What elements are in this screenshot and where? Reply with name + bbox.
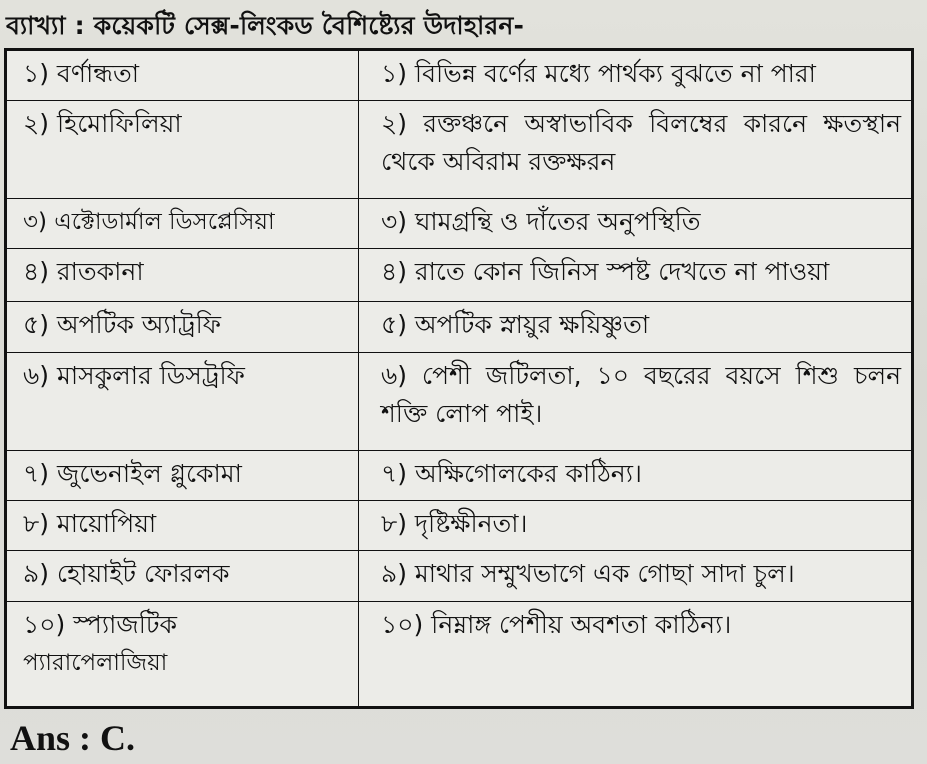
table-row xyxy=(7,199,912,249)
trait-cell xyxy=(7,602,359,707)
description-cell: ১) বিভিন্ন বর্ণের মধ্যে পার্থক্য বুঝতে না পারা xyxy=(359,51,912,101)
description-cell: ৯) মাথার সম্মুখভাগে এক গোছা সাদা চুল। xyxy=(359,551,912,602)
explanation-heading: ব্যাখ্যা : কয়েকটি সেক্স-লিংকড বৈশিষ্ট্যের উদাহারন- xyxy=(6,11,525,40)
description-cell: ৭) অক্ষিগোলকের কাঠিন্য। xyxy=(359,451,912,501)
trait-line-2: প্যারাপেলাজিয়া xyxy=(23,650,168,676)
table-row xyxy=(7,602,912,707)
trait-cell: ৪) রাতকানা xyxy=(7,249,359,302)
trait-cell: ৬) মাসকুলার ডিসট্রফি xyxy=(7,353,359,451)
description-cell: ৮) দৃষ্টিক্ষীনতা। xyxy=(359,501,912,551)
trait-cell: ১) বর্ণান্ধতা xyxy=(7,51,359,101)
description-cell: ৪) রাতে কোন জিনিস স্পষ্ট দেখতে না পাওয়া xyxy=(359,249,912,302)
table-row xyxy=(7,51,912,101)
description-cell: ৬) পেশী জটিলতা, ১০ বছরের বয়সে শিশু চলন শক্তি লোপ পাই। xyxy=(359,353,912,451)
table-row xyxy=(7,551,912,602)
trait-cell: ৯) হোয়াইট ফোরলক xyxy=(7,551,359,602)
trait-cell: ২) হিমোফিলিয়া xyxy=(7,101,359,199)
table-row xyxy=(7,451,912,501)
trait-cell: ৮) মায়োপিয়া xyxy=(7,501,359,551)
trait-cell: ৭) জুভেনাইল গ্লুকোমা xyxy=(7,451,359,501)
table-row xyxy=(7,353,912,451)
sex-linked-traits-table xyxy=(4,48,914,709)
trait-cell: ৫) অপটিক অ্যাট্রফি xyxy=(7,302,359,353)
description-cell: ৫) অপটিক স্নায়ুর ক্ষয়িষ্ণুতা xyxy=(359,302,912,353)
description-cell: ২) রক্তঞ্চনে অস্বাভাবিক বিলম্বের কারনে ক্ষতস্থান থেকে অবিরাম রক্তক্ষরন xyxy=(359,101,912,199)
table-row xyxy=(7,302,912,353)
description-cell: ৩) ঘামগ্রন্থি ও দাঁতের অনুপস্থিতি xyxy=(359,199,912,249)
answer-label: Ans : C. xyxy=(10,718,136,758)
table-row xyxy=(7,249,912,302)
description-cell: ১০) নিম্নাঙ্গ পেশীয় অবশতা কাঠিন্য। xyxy=(359,602,912,707)
table-row xyxy=(7,501,912,551)
trait-line-1: ১০) স্প্যাজটিক xyxy=(23,610,177,639)
table-row xyxy=(7,101,912,199)
trait-cell: ৩) এক্টোডার্মাল ডিসপ্লেসিয়া xyxy=(7,199,359,249)
